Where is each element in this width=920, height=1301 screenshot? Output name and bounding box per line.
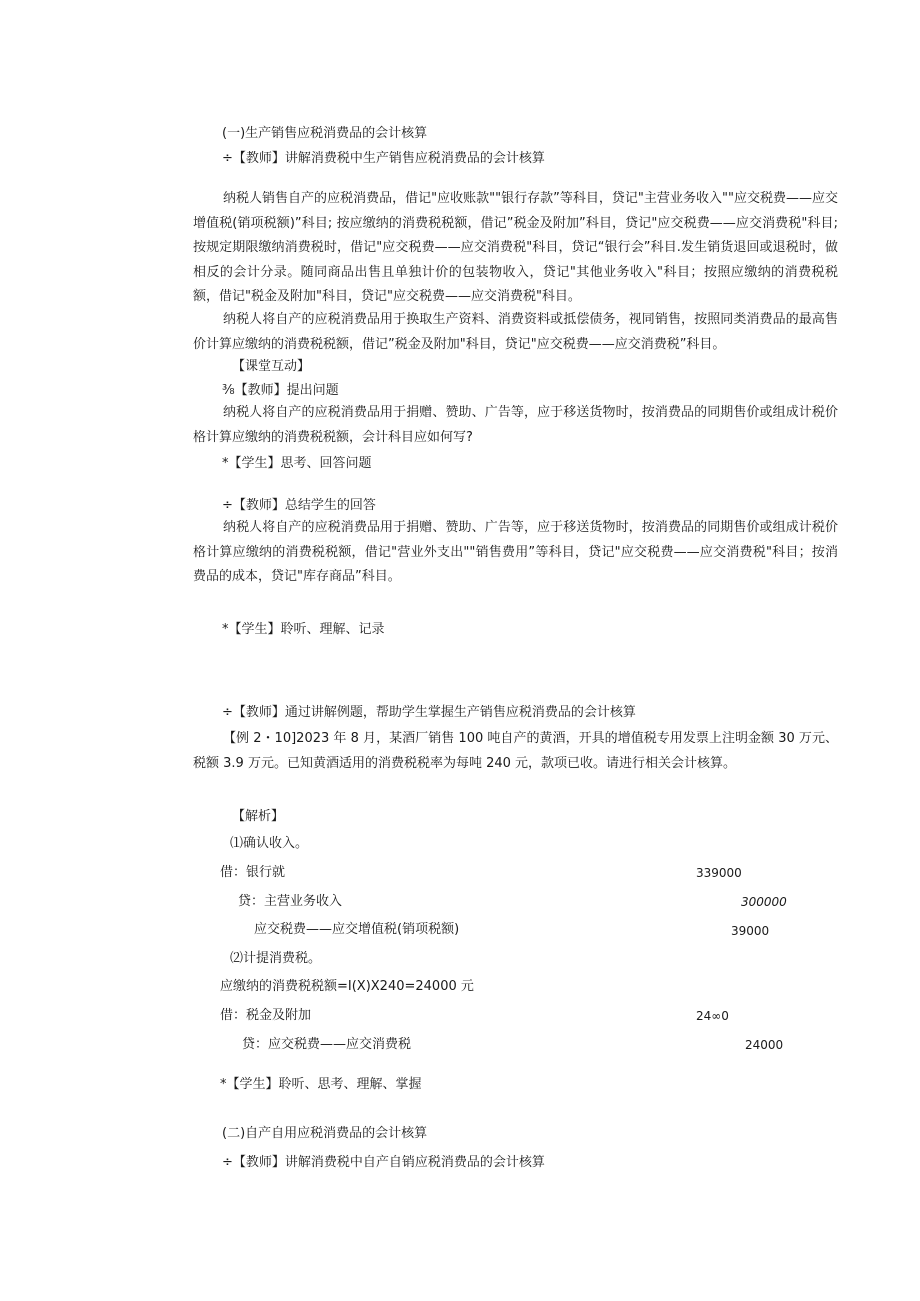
example-problem: 【例 2・10]2023 年 8 月，某酒厂销售 100 吨自产的黄酒，开具的增值税专用发票上注明金额 30 万元、税额 3.9 万元。已知黄酒适用的消费税税率为每吨 240 元，款项已收。请进行相关会计核算。: [193, 731, 838, 771]
student-activity: *【学生】思考、回答问题: [222, 456, 372, 471]
journal-credit-account: 贷：应交税费——应交消费税: [242, 1037, 412, 1052]
tax-calculation: 应缴纳的消费税税额=I(X)X240=24000 元: [220, 979, 474, 994]
journal-debit-amount: 339000: [696, 866, 742, 880]
journal-credit-amount: 39000: [731, 924, 770, 938]
step-heading: ⑴确认收入。: [230, 836, 309, 851]
step-heading: ⑵计提消费税。: [230, 951, 322, 966]
classroom-interaction-label: 【课堂互动】: [232, 359, 311, 374]
student-activity: *【学生】聆听、思考、理解、掌握: [220, 1077, 422, 1092]
paragraph: 纳税人将自产的应税消费品用于换取生产资料、消费资料或抵偿债务，视同销售，按照同类消费品的最高售价计算应缴纳的消费税税额，借记”税金及附加"科目，贷记"应交税费——应交消费税”科目。: [193, 312, 838, 352]
section-heading: (一)生产销售应税消费品的会计核算: [222, 126, 428, 141]
teacher-activity: ÷【教师】讲解消费税中自产自销应税消费品的会计核算: [222, 1155, 545, 1170]
paragraph: 纳税人销售自产的应税消费品，借记"应收账款""银行存款”等科目，贷记"主营业务收入""应交税费——应交增值税(销项税额)”科目; 按应缴纳的消费税税额，借记”税金及附加”科目，贷记"应交税费——应交消费税"科目;按规定期限缴纳消费税时，借记"应交税费——应交消费税"科目，贷记“银行会”科目.发生销货退回或退税时，做相反的会计分录。随同商品出售且单独计价的包装物收入，贷记"其他业务收入"科目；按照应缴纳的消费税税额，借记"税金及附加"科目，贷记"应交税费——应交消费税"科目。: [193, 191, 838, 304]
journal-credit-account: 贷：主营业务收入: [238, 894, 343, 909]
student-activity: *【学生】聆听、理解、记录: [222, 622, 385, 637]
journal-credit-amount: 24000: [745, 1038, 784, 1052]
journal-debit-amount: 24∞0: [696, 1009, 729, 1023]
teacher-activity: ÷【教师】讲解消费税中生产销售应税消费品的会计核算: [222, 151, 545, 166]
section-heading: (二)自产自用应税消费品的会计核算: [222, 1126, 428, 1141]
teacher-activity: ⅜【教师】提出问题: [222, 383, 339, 398]
analysis-label: 【解析】: [232, 809, 285, 824]
teacher-activity: ÷【教师】总结学生的回答: [222, 498, 376, 513]
journal-debit-account: 借：税金及附加: [220, 1008, 312, 1023]
journal-credit-account: 应交税费——应交增值税(销项税额): [254, 922, 460, 937]
journal-credit-amount: 300000: [741, 895, 787, 909]
teacher-activity: ÷【教师】通过讲解例题，帮助学生掌握生产销售应税消费品的会计核算: [222, 705, 636, 720]
paragraph: 纳税人将自产的应税消费品用于捐赠、赞助、广告等，应于移送货物时，按消费品的同期售价或组成计税价格计算应缴纳的消费税税额，借记"营业外支出""销售费用”等科目，贷记"应交税费——应交消费税"科目；按消费品的成本，贷记"库存商品”科目。: [193, 520, 838, 584]
paragraph: 纳税人将自产的应税消费品用于捐赠、赞助、广告等，应于移送货物时，按消费品的同期售价或组成计税价格计算应缴纳的消费税税额，会计科目应如何写?: [193, 405, 838, 445]
journal-debit-account: 借：银行就: [220, 865, 286, 880]
